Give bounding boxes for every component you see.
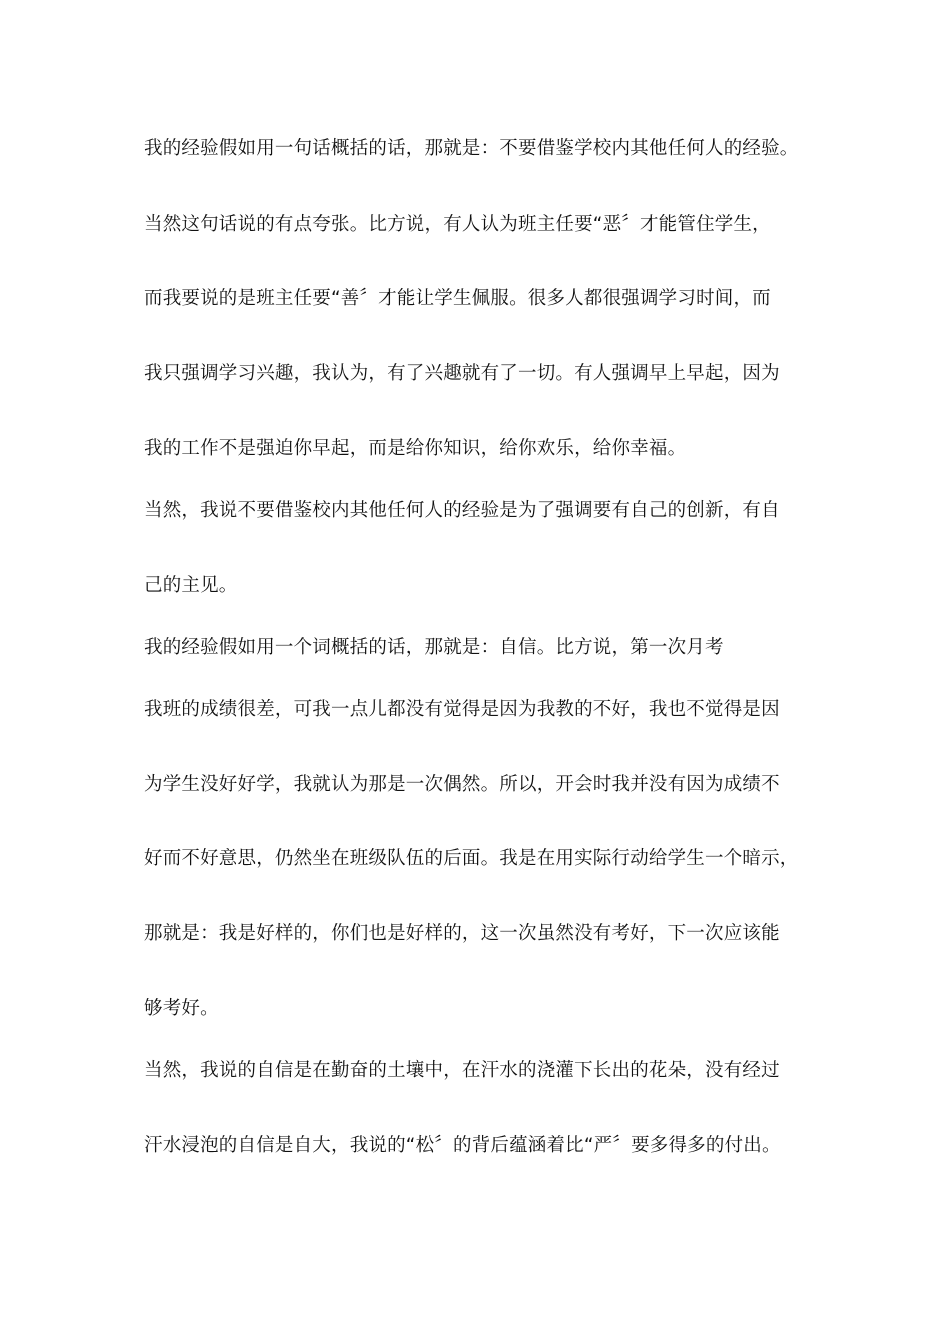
text-line: 我只强调学习兴趣，我认为，有了兴趣就有了一切。有人强调早上早起，因为 <box>144 363 780 384</box>
text-line: 汗水浸泡的自信是自大，我说的“松〞的背后蕴涵着比“严〞要多得多的付出。 <box>144 1135 781 1156</box>
text-line: 当然这句话说的有点夸张。比方说，有人认为班主任要“恶〞才能管住学生， <box>144 214 771 235</box>
text-line: 我的经验假如用一句话概括的话，那就是：不要借鉴学校内其他任何人的经验。 <box>144 138 799 159</box>
text-line: 而我要说的是班主任要“善〞才能让学生佩服。很多人都很强调学习时间，而 <box>144 288 771 309</box>
text-line: 我班的成绩很差，可我一点儿都没有觉得是因为我教的不好，我也不觉得是因 <box>144 699 780 720</box>
text-line: 为学生没好好学，我就认为那是一次偶然。所以，开会时我并没有因为成绩不 <box>144 774 780 795</box>
text-line: 那就是：我是好样的，你们也是好样的，这一次虽然没有考好，下一次应该能 <box>144 923 780 944</box>
text-line: 够考好。 <box>144 998 219 1019</box>
text-line: 好而不好意思，仍然坐在班级队伍的后面。我是在用实际行动给学生一个暗示， <box>144 848 799 869</box>
text-line: 我的经验假如用一个词概括的话，那就是：自信。比方说，第一次月考 <box>144 637 724 658</box>
text-line: 我的工作不是强迫你早起，而是给你知识，给你欢乐，给你幸福。 <box>144 438 687 459</box>
text-line: 当然，我说的自信是在勤奋的土壤中，在汗水的浇灌下长出的花朵，没有经过 <box>144 1060 780 1081</box>
text-line: 己的主见。 <box>144 575 238 596</box>
text-line: 当然，我说不要借鉴校内其他任何人的经验是为了强调要有自己的创新，有自 <box>144 500 780 521</box>
